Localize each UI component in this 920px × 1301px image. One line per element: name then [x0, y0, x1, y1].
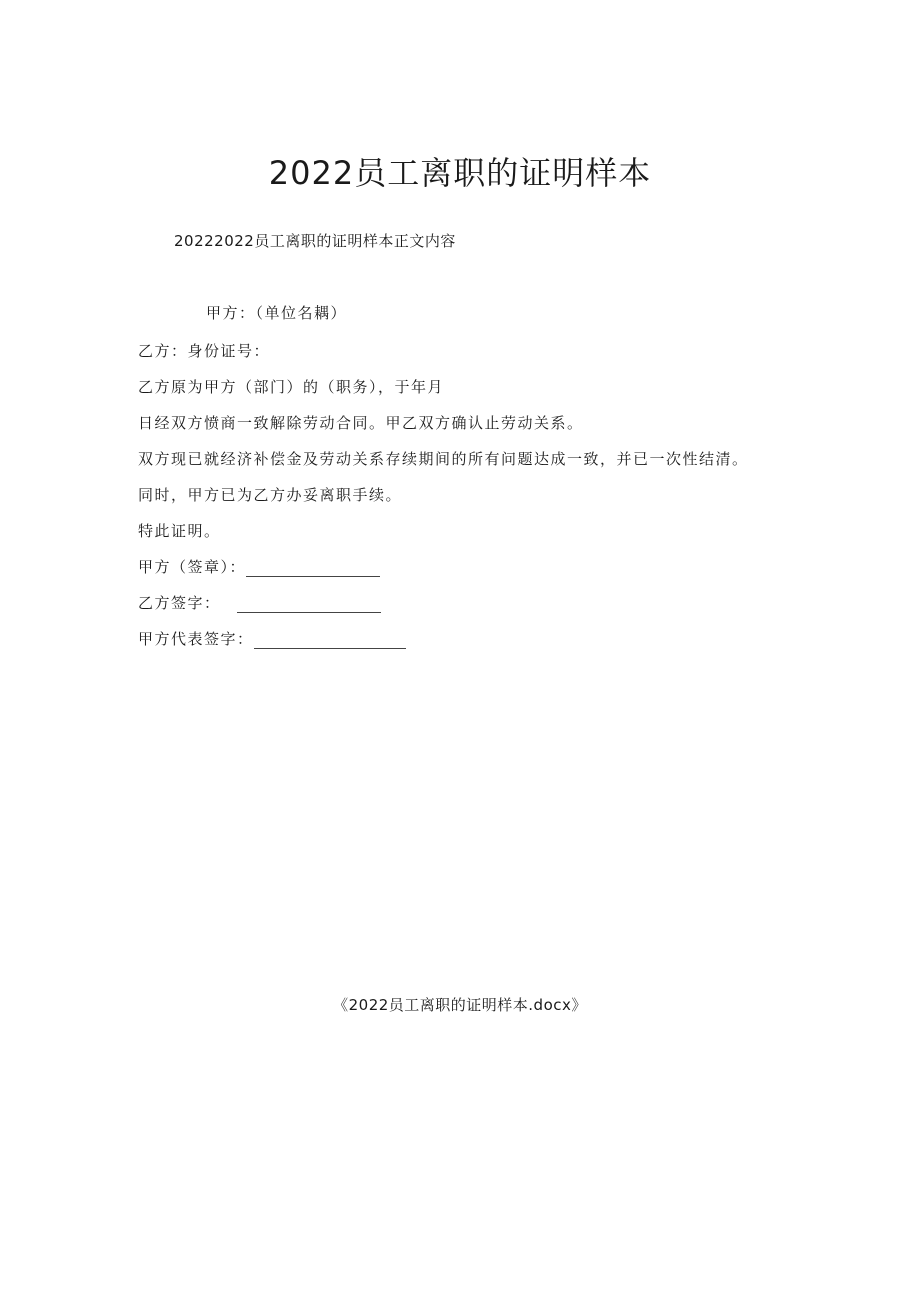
body-line-termination: 日经双方愤商一致解除劳动合同。甲乙双方确认止劳动关系。: [138, 414, 584, 432]
document-footer-filename: 《2022员工离职的证明样本.docx》: [333, 996, 587, 1014]
signature-row-party-b: [138, 592, 381, 613]
party-b-line: 乙方：身份证号：: [138, 342, 271, 360]
signature-label-party-a-seal: 甲方（签章）：: [138, 558, 247, 576]
signature-blank-party-b[interactable]: [237, 598, 381, 613]
body-line-certify: 特此证明。: [138, 522, 221, 540]
party-a-line: 甲方：（单位名耦）: [206, 304, 348, 322]
signature-label-party-b: 乙方签字：: [138, 594, 221, 612]
signature-blank-party-a-representative[interactable]: [254, 634, 406, 649]
body-line-settlement: 双方现已就经济补偿金及劳动关系存续期间的所有问题达成一致，并已一次性结清。: [138, 450, 749, 468]
body-line-position: 乙方原为甲方（部门）的（职务），于年月: [138, 378, 445, 396]
body-line-procedures: 同时，甲方已为乙方办妥离职手续。: [138, 486, 403, 504]
signature-label-party-a-representative: 甲方代表签字：: [138, 630, 254, 648]
signature-blank-party-a-seal[interactable]: [246, 562, 380, 577]
document-subtitle: 20222022员工离职的证明样本正文内容: [174, 232, 456, 250]
signature-row-party-a-representative: [138, 628, 406, 649]
signature-row-party-a-seal: [138, 556, 380, 577]
document-title: 2022员工离职的证明样本: [268, 154, 652, 192]
